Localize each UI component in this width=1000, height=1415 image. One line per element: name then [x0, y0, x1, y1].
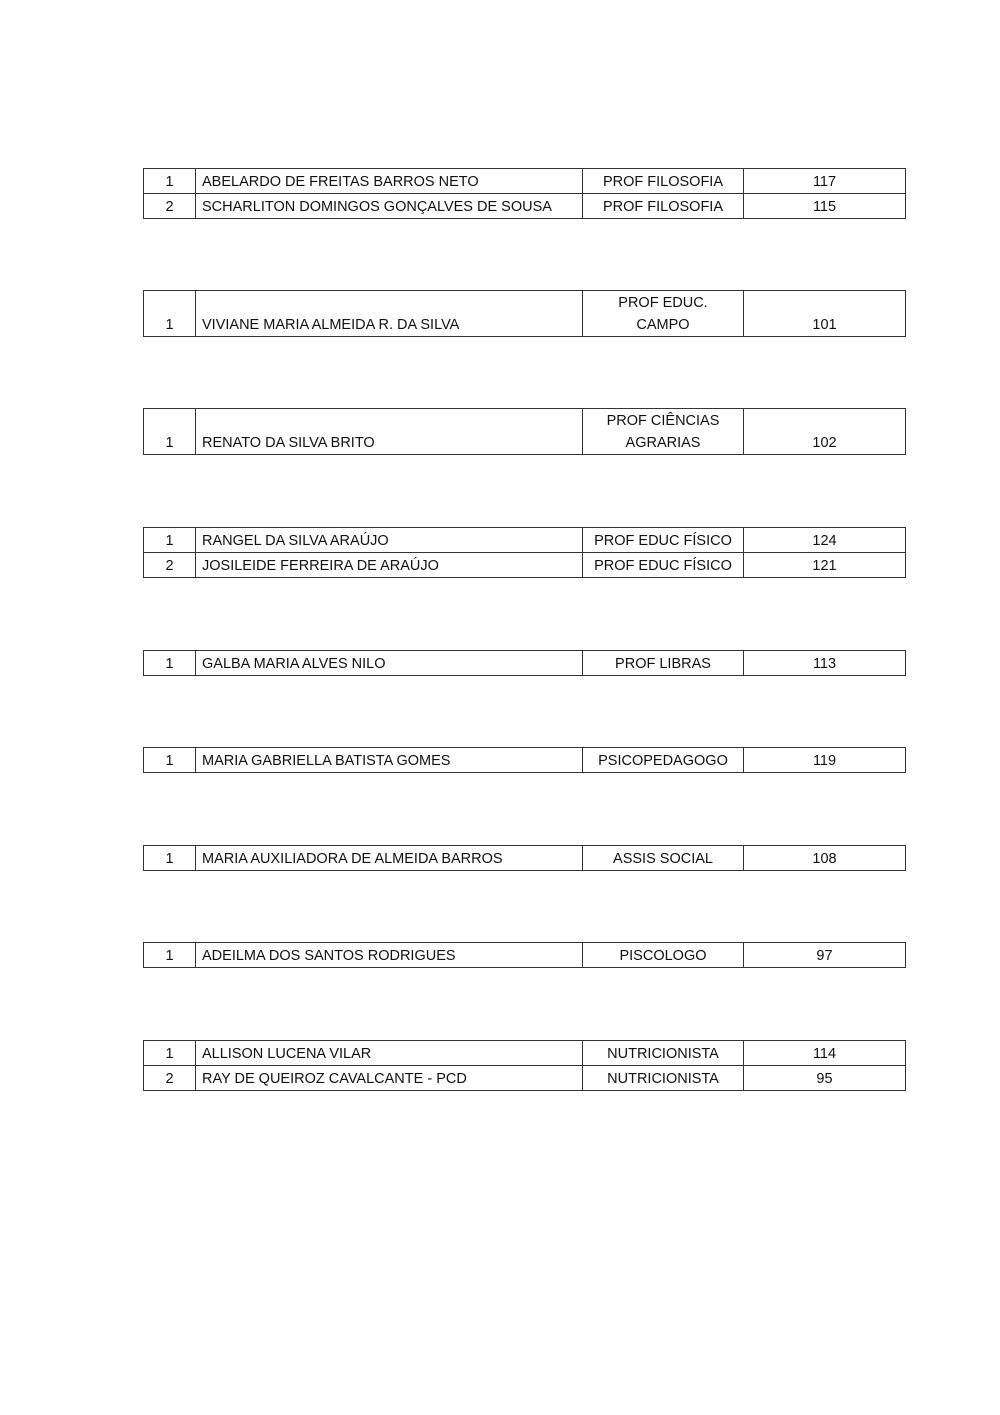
result-table: [143, 527, 906, 578]
score-cell: 101: [744, 291, 906, 337]
role-text: NUTRICIONISTA: [607, 1046, 719, 1062]
rank-cell: 1: [144, 169, 196, 194]
name-cell: RAY DE QUEIROZ CAVALCANTE - PCD: [196, 1066, 583, 1091]
role-line: AGRARIAS: [625, 435, 701, 451]
name-cell: ABELARDO DE FREITAS BARROS NETO: [196, 169, 583, 194]
score-cell: 121: [744, 553, 906, 578]
table-row: [144, 748, 906, 773]
table-row: [144, 291, 906, 337]
role-cell: [583, 846, 744, 871]
score-cell: 117: [744, 169, 906, 194]
name-cell: ADEILMA DOS SANTOS RODRIGUES: [196, 943, 583, 968]
table-row: [144, 528, 906, 553]
rank-cell: 1: [144, 943, 196, 968]
name-cell: GALBA MARIA ALVES NILO: [196, 651, 583, 676]
role-cell: [583, 651, 744, 676]
role-text: ASSIS SOCIAL: [613, 851, 713, 867]
score-cell: 124: [744, 528, 906, 553]
score-cell: 113: [744, 651, 906, 676]
rank-cell: 1: [144, 1041, 196, 1066]
role-text: PROF EDUC FÍSICO: [594, 533, 732, 549]
score-cell: 114: [744, 1041, 906, 1066]
rank-cell: 1: [144, 846, 196, 871]
role-line: PROF EDUC.: [618, 295, 708, 311]
score-cell: 108: [744, 846, 906, 871]
role-cell: [583, 943, 744, 968]
role-cell: [583, 1041, 744, 1066]
name-cell: VIVIANE MARIA ALMEIDA R. DA SILVA: [196, 291, 583, 337]
result-table: [143, 408, 906, 455]
score-cell: 95: [744, 1066, 906, 1091]
rank-cell: 1: [144, 291, 196, 337]
role-line: CAMPO: [636, 317, 690, 333]
result-table: [143, 747, 906, 773]
role-cell: [583, 291, 744, 337]
result-table: [143, 290, 906, 337]
table-row: [144, 651, 906, 676]
score-cell: 115: [744, 194, 906, 219]
role-cell: [583, 553, 744, 578]
name-cell: SCHARLITON DOMINGOS GONÇALVES DE SOUSA: [196, 194, 583, 219]
role-text: PISCOLOGO: [619, 948, 707, 964]
name-cell: RENATO DA SILVA BRITO: [196, 409, 583, 455]
role-text: PSICOPEDAGOGO: [598, 753, 728, 769]
rank-cell: 2: [144, 194, 196, 219]
rank-cell: 2: [144, 553, 196, 578]
rank-cell: 1: [144, 528, 196, 553]
table-row: [144, 409, 906, 455]
score-cell: 102: [744, 409, 906, 455]
role-cell: [583, 748, 744, 773]
result-table: [143, 168, 906, 219]
table-row: [144, 194, 906, 219]
table-row: [144, 169, 906, 194]
role-cell: [583, 194, 744, 219]
role-cell: [583, 1066, 744, 1091]
role-text: PROF FILOSOFIA: [602, 174, 724, 190]
result-table: [143, 650, 906, 676]
name-cell: JOSILEIDE FERREIRA DE ARAÚJO: [196, 553, 583, 578]
role-cell: [583, 169, 744, 194]
name-cell: ALLISON LUCENA VILAR: [196, 1041, 583, 1066]
role-text: PROF FILOSOFIA: [602, 199, 724, 215]
result-table: [143, 845, 906, 871]
rank-cell: 1: [144, 748, 196, 773]
role-cell: [583, 528, 744, 553]
rank-cell: 2: [144, 1066, 196, 1091]
role-text: PROF EDUC FÍSICO: [594, 558, 732, 574]
role-cell: [583, 409, 744, 455]
result-table: [143, 942, 906, 968]
table-row: [144, 943, 906, 968]
table-row: [144, 846, 906, 871]
role-text: NUTRICIONISTA: [607, 1071, 719, 1087]
name-cell: RANGEL DA SILVA ARAÚJO: [196, 528, 583, 553]
name-cell: MARIA AUXILIADORA DE ALMEIDA BARROS: [196, 846, 583, 871]
score-cell: 97: [744, 943, 906, 968]
role-text: PROF LIBRAS: [615, 656, 711, 672]
table-row: [144, 1041, 906, 1066]
table-row: [144, 553, 906, 578]
rank-cell: 1: [144, 409, 196, 455]
role-line: PROF CIÊNCIAS: [606, 413, 720, 429]
result-table: [143, 1040, 906, 1091]
rank-cell: 1: [144, 651, 196, 676]
table-row: [144, 1066, 906, 1091]
name-cell: MARIA GABRIELLA BATISTA GOMES: [196, 748, 583, 773]
score-cell: 119: [744, 748, 906, 773]
